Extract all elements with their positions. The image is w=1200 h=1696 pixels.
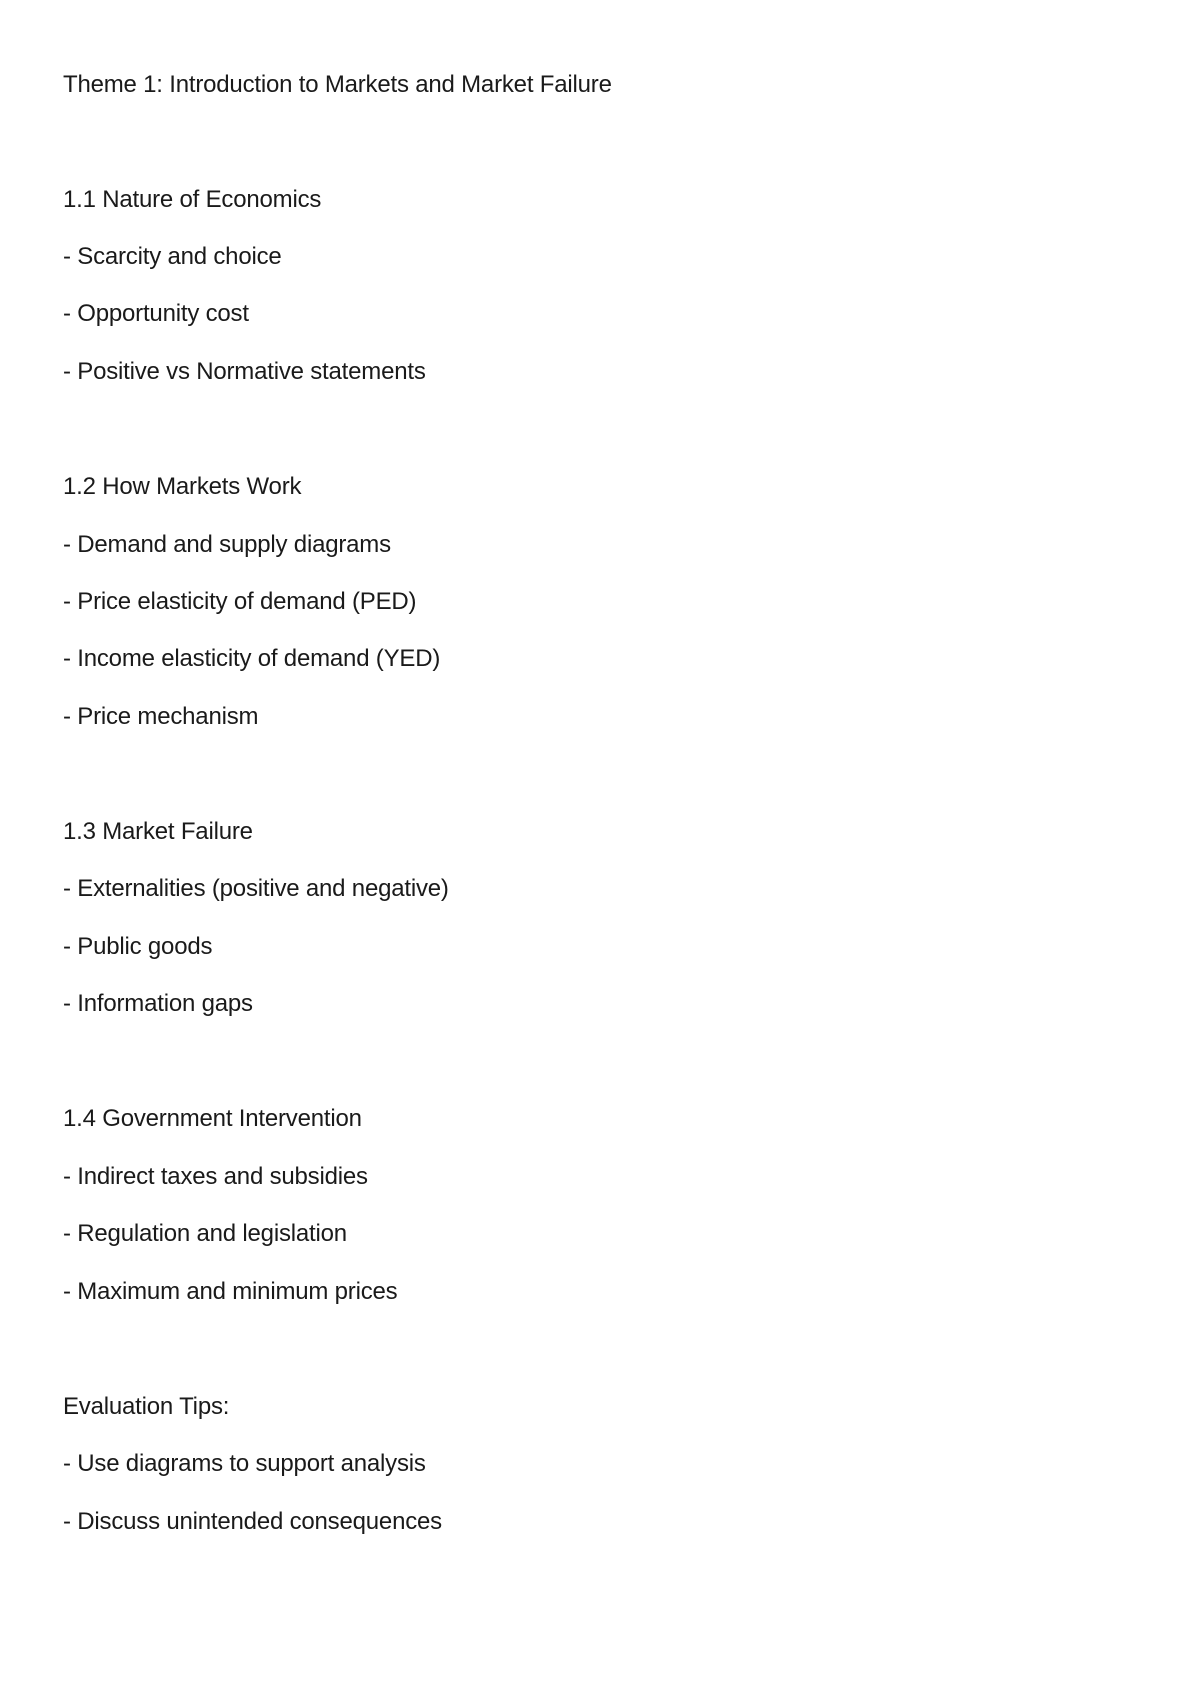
list-item: - Discuss unintended consequences	[63, 1508, 442, 1535]
list-item: - Income elasticity of demand (YED)	[63, 645, 441, 672]
list-item: - Public goods	[63, 933, 213, 960]
section-heading-evaluation-tips: Evaluation Tips:	[63, 1393, 230, 1420]
list-item: - Price mechanism	[63, 703, 259, 730]
list-item: - Positive vs Normative statements	[63, 358, 426, 385]
list-item: - Indirect taxes and subsidies	[63, 1163, 368, 1190]
list-item: - Opportunity cost	[63, 300, 249, 327]
list-item: - Information gaps	[63, 990, 253, 1017]
list-item: - Externalities (positive and negative)	[63, 875, 449, 902]
document-title: Theme 1: Introduction to Markets and Market Failure	[63, 71, 612, 98]
section-heading-how-markets-work: 1.2 How Markets Work	[63, 473, 302, 500]
list-item: - Regulation and legislation	[63, 1220, 347, 1247]
section-heading-nature-of-economics: 1.1 Nature of Economics	[63, 186, 322, 213]
list-item: - Demand and supply diagrams	[63, 531, 391, 558]
list-item: - Scarcity and choice	[63, 243, 282, 270]
section-heading-government-intervention: 1.4 Government Intervention	[63, 1105, 362, 1132]
list-item: - Use diagrams to support analysis	[63, 1450, 426, 1477]
list-item: - Maximum and minimum prices	[63, 1278, 398, 1305]
list-item: - Price elasticity of demand (PED)	[63, 588, 417, 615]
section-heading-market-failure: 1.3 Market Failure	[63, 818, 253, 845]
